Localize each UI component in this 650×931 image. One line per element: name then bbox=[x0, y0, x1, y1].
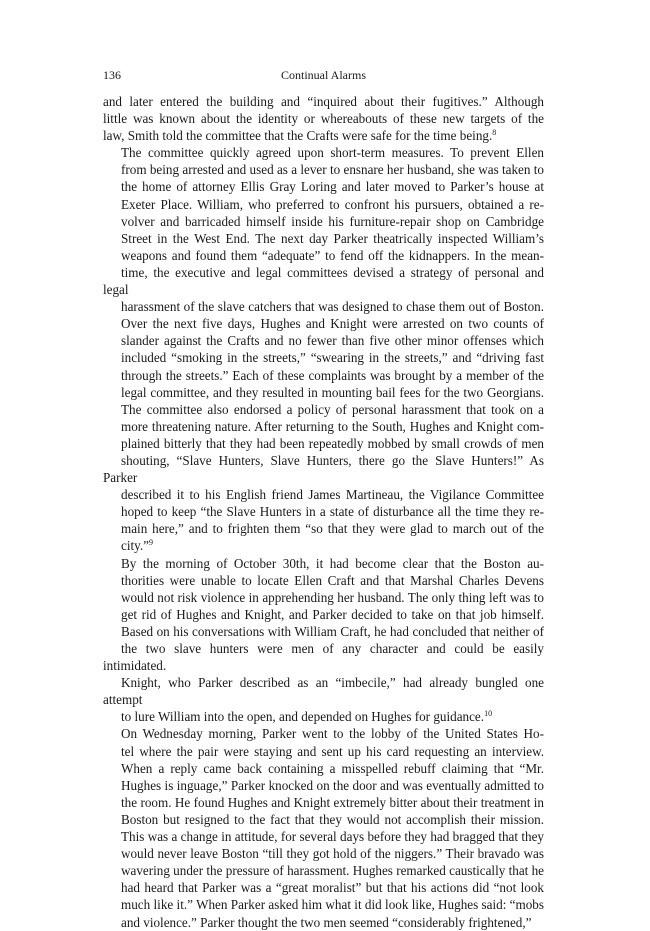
text-line: get rid of Hughes and Knight, and Parker decided to take on that job himself. bbox=[121, 606, 544, 622]
text-line: more threatening nature. After returning to the South, Hughes and Knight com- bbox=[121, 418, 544, 434]
text-line: Knight, who Parker described as an “imbecile,” had already bungled one attempt bbox=[103, 675, 544, 708]
page-header bbox=[103, 66, 544, 84]
text-line: had heard that Parker was a “great moralist” but that his actions did “not look bbox=[121, 880, 544, 896]
text-line: would not risk violence in apprehending her husband. The only thing left was to bbox=[121, 589, 544, 605]
text-line: from being arrested and used as a lever to ensnare her husband, she was taken to bbox=[121, 162, 544, 178]
text-line: weapons and found them “adequate” to fend off the kidnappers. In the mean- bbox=[121, 247, 544, 263]
text-line: tel where the pair were staying and sent up his card requesting an interview. bbox=[121, 743, 544, 759]
paragraph bbox=[103, 144, 544, 554]
body-text bbox=[103, 93, 544, 931]
text-line: main here,” and to frighten them “so that they were glad to march out of the bbox=[121, 521, 544, 537]
text-line: On Wednesday morning, Parker went to the lobby of the United States Ho- bbox=[121, 726, 544, 742]
text-line: shouting, “Slave Hunters, Slave Hunters, there go the Slave Hunters!” As Parker bbox=[103, 452, 544, 486]
text-line: This was a change in attitude, for several days before they had bragged that they bbox=[121, 829, 544, 845]
text-line: Over the next five days, Hughes and Knight were arrested on two counts of bbox=[121, 316, 544, 332]
text-line: When a reply came back containing a misspelled rebuff claiming that “Mr. bbox=[121, 760, 544, 776]
text-line: much like it.” When Parker asked him what it did look like, Hughes said: “mobs bbox=[121, 897, 544, 913]
text-line: volver and barricaded himself inside his furniture-repair shop on Cambridge bbox=[121, 213, 544, 229]
text-line: included “smoking in the streets,” “swearing in the streets,” and “driving fast bbox=[121, 350, 544, 366]
text-line: harassment of the slave catchers that was designed to chase them out of Boston. bbox=[121, 299, 544, 315]
paragraph bbox=[103, 725, 544, 930]
text-line: legal committee, and they resulted in mounting bail fees for the two Georgians. bbox=[121, 384, 544, 400]
footnote-marker: 8 bbox=[492, 128, 497, 138]
text-line: and later entered the building and “inquired about their fugitives.” Although bbox=[103, 94, 544, 109]
text-line: Boston but resigned to the fact that they would not accomplish their mission. bbox=[121, 811, 544, 827]
text-line: to lure William into the open, and depended on Hughes for guidance.$^{10}$ bbox=[121, 709, 493, 725]
text-line: would never leave Boston “till they got hold of the niggers.” Their bravado was bbox=[121, 846, 544, 862]
paragraph bbox=[103, 555, 544, 726]
text-line: wavering under the pressure of harassment. Hughes remarked caustically that he bbox=[121, 863, 544, 879]
text-line: hoped to keep “the Slave Hunters in a state of disturbance all the time they re- bbox=[121, 504, 544, 520]
text-line: and violence.” Parker thought the two men seemed “considerably frightened,” bbox=[121, 914, 532, 930]
text-line: city.”$^9$ bbox=[121, 538, 153, 554]
text-line: plained bitterly that they had been repeatedly mobbed by small crowds of men bbox=[121, 435, 544, 451]
text-line: slander against the Crafts and no fewer than five other minor offenses which bbox=[121, 333, 544, 349]
text-line: Exeter Place. William, who preferred to confront his pursuers, obtained a re- bbox=[121, 196, 544, 212]
text-line: little was known about the identity or whereabouts of these new targets of the bbox=[103, 111, 544, 127]
text-line: the home of attorney Ellis Gray Loring and later moved to Parker’s house at bbox=[121, 179, 544, 195]
text-line: Street in the West End. The next day Parker theatrically inspected William’s bbox=[121, 230, 544, 246]
footnote-marker: 9 bbox=[148, 538, 153, 548]
text-line: time, the executive and legal committees devised a strategy of personal and legal bbox=[103, 264, 544, 298]
text-line: The committee quickly agreed upon short-term measures. To prevent Ellen bbox=[121, 145, 544, 161]
text-line: law, Smith told the committee that the Crafts were safe for the time being.$^8$ bbox=[103, 128, 497, 144]
page-number: 136 bbox=[103, 68, 121, 82]
text-line: the two slave hunters were men of any character and could be easily intimidated. bbox=[103, 641, 544, 674]
running-head: Continual Alarms bbox=[281, 68, 366, 82]
text-line: described it to his English friend James Martineau, the Vigilance Committee bbox=[121, 487, 544, 503]
text-line: through the streets.” Each of these complaints was brought by a member of the bbox=[121, 367, 544, 383]
text-line: By the morning of October 30th, it had become clear that the Boston au- bbox=[121, 555, 544, 571]
footnote-marker: 10 bbox=[484, 709, 493, 719]
text-line: thorities were unable to locate Ellen Craft and that Marshal Charles Devens bbox=[121, 572, 544, 588]
text-line: The committee also endorsed a policy of personal harassment that took on a bbox=[121, 401, 544, 417]
text-line: Hughes is inguage,” Parker knocked on the door and was eventually admitted to bbox=[121, 777, 544, 793]
paragraph bbox=[103, 93, 544, 144]
text-line: Based on his conversations with William Craft, he had concluded that neither of bbox=[121, 623, 544, 639]
text-line: the room. He found Hughes and Knight extremely bitter about their treatment in bbox=[121, 794, 544, 810]
